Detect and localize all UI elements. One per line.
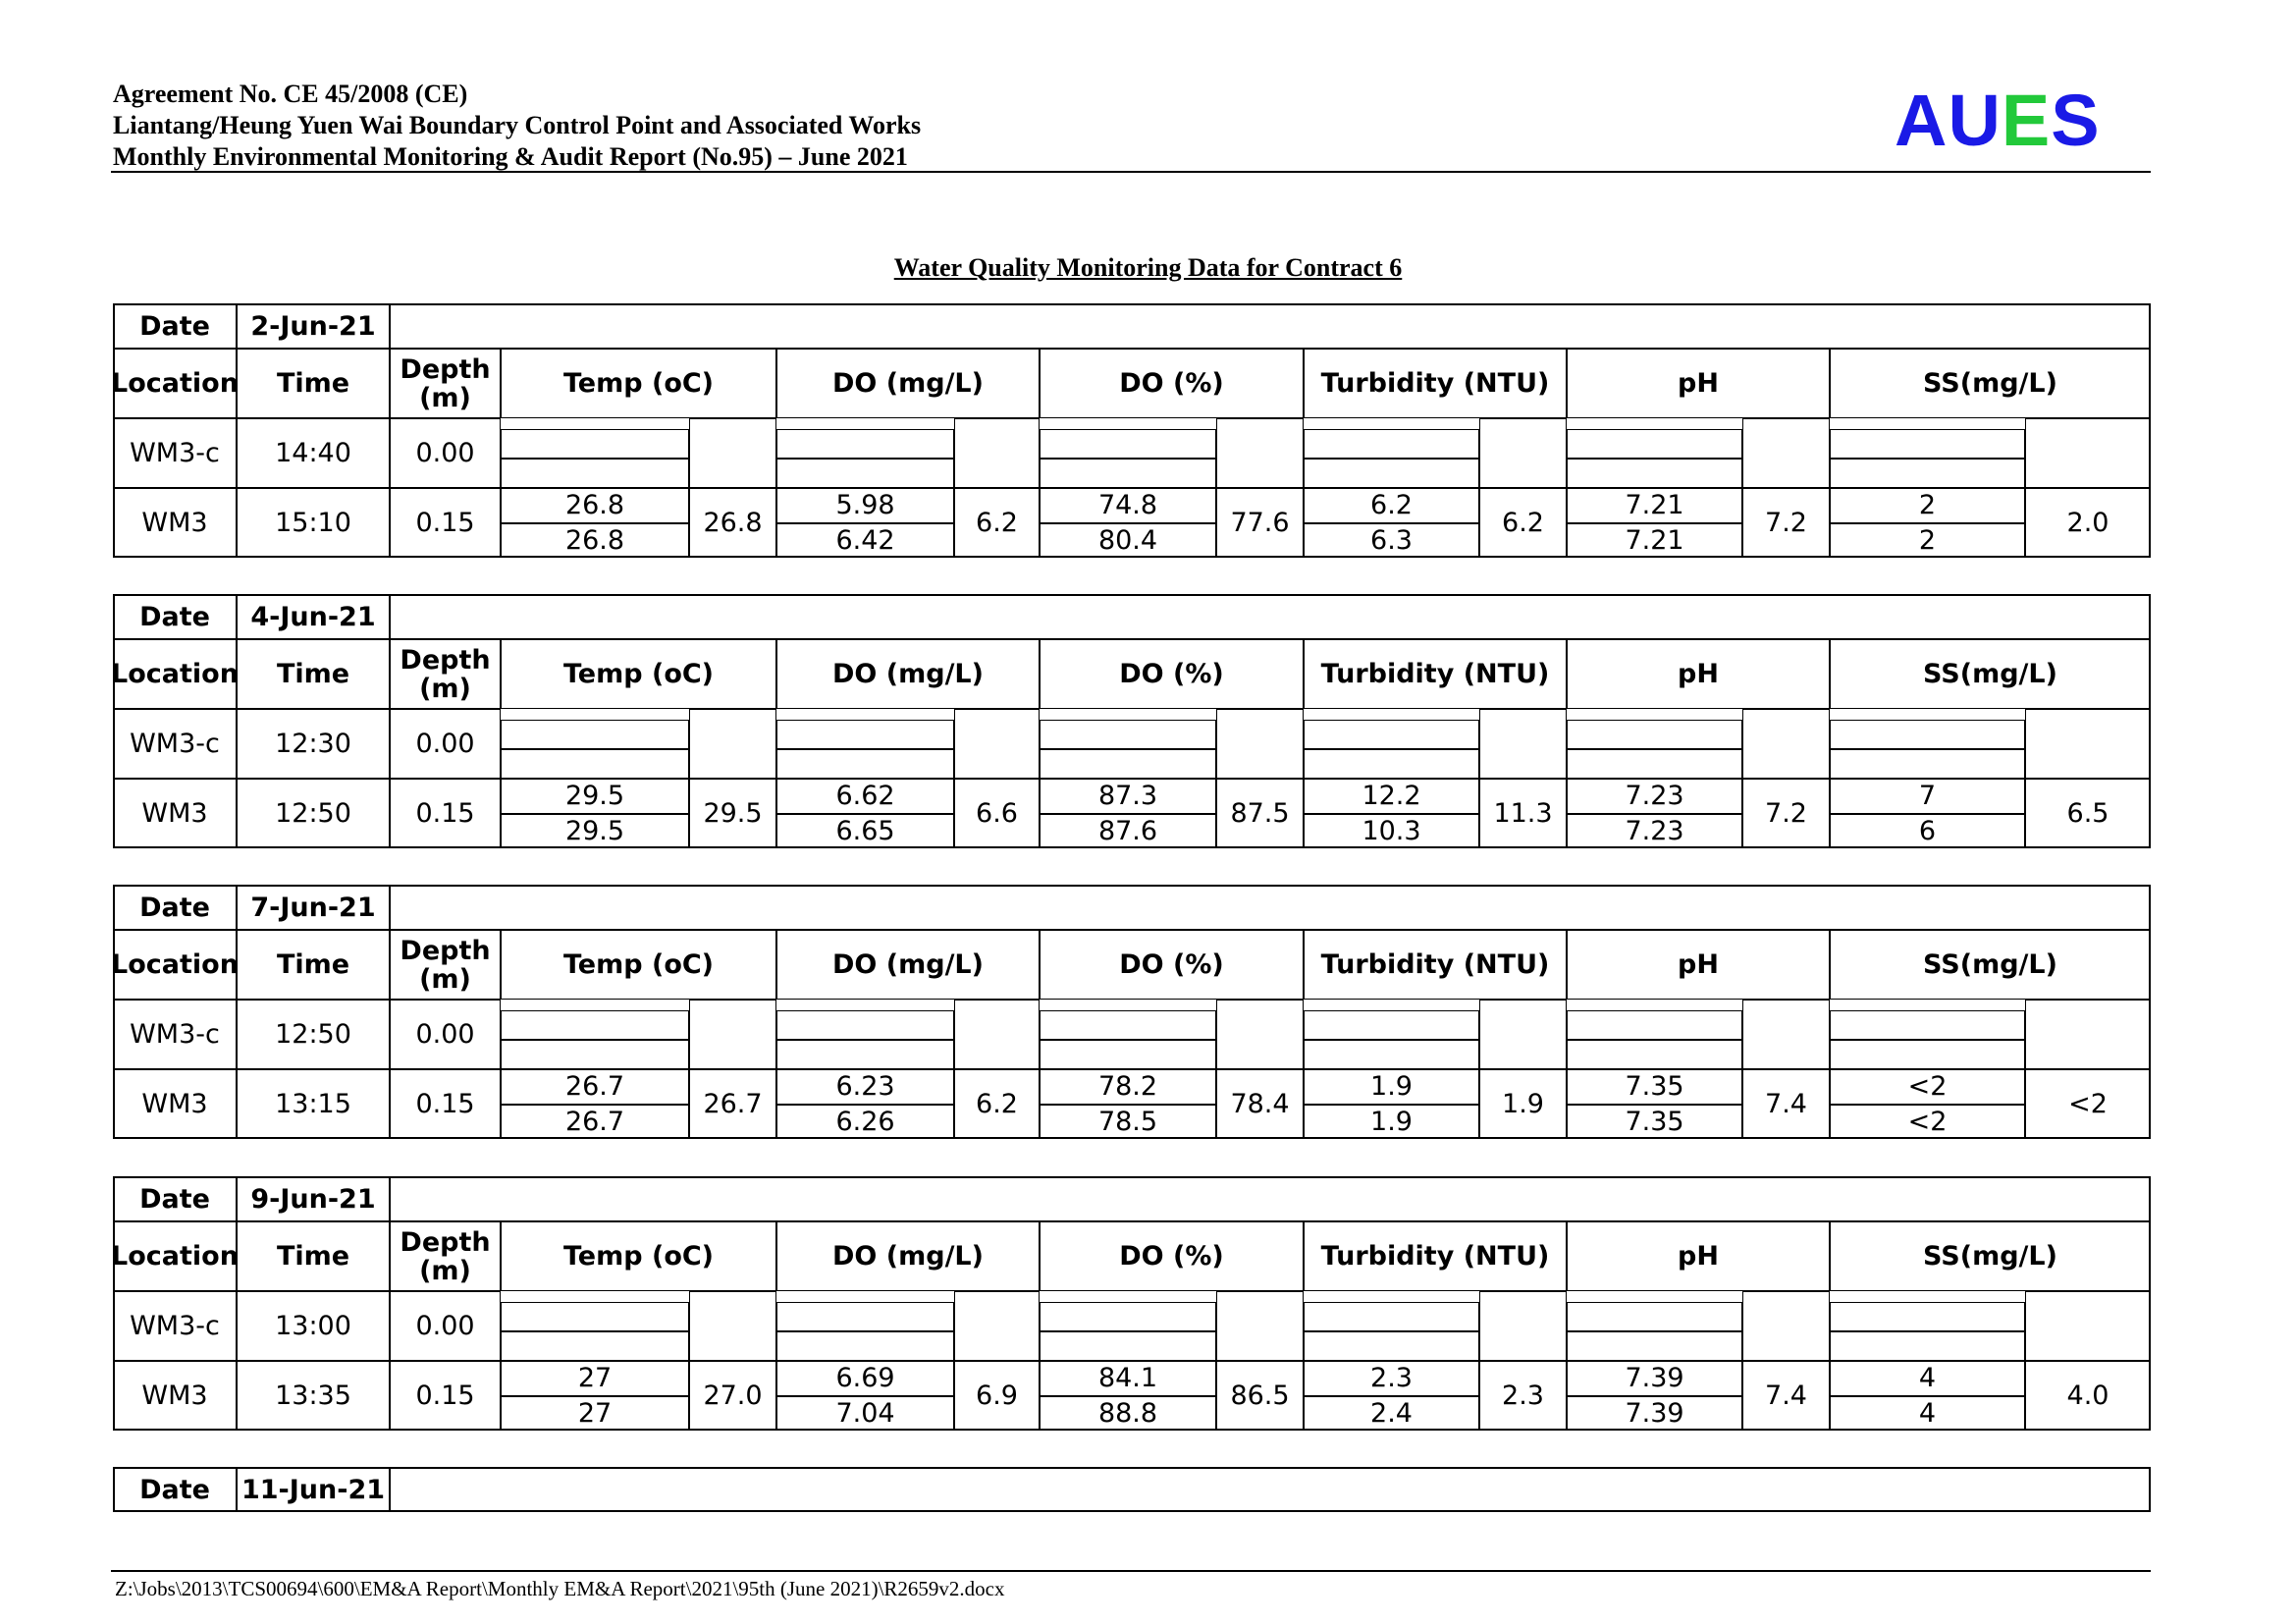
agreement-number: Agreement No. CE 45/2008 (CE) xyxy=(113,80,468,108)
location-cell: WM3-c xyxy=(113,1291,237,1361)
do-pct-reading-1: 87.3 xyxy=(1040,779,1216,814)
date-label: Date xyxy=(113,594,237,639)
do-pct-average xyxy=(1216,1291,1304,1361)
logo-part-s: S xyxy=(2051,80,2101,161)
ph-reading-2: 7.23 xyxy=(1567,814,1742,849)
do-pct-header: DO (%) xyxy=(1040,349,1304,418)
turbidity-average: 2.3 xyxy=(1479,1361,1567,1431)
date-label: Date xyxy=(113,885,237,930)
do-mgl-header: DO (mg/L) xyxy=(776,349,1040,418)
temp-average xyxy=(689,709,776,779)
ph-average xyxy=(1742,1000,1830,1069)
temp-average xyxy=(689,1291,776,1361)
do-mgl-reading-2: 6.42 xyxy=(776,523,954,559)
location-cell: WM3 xyxy=(113,488,237,558)
temp-reading-2: 26.7 xyxy=(501,1105,689,1140)
turbidity-reading-2: 2.4 xyxy=(1304,1396,1479,1432)
date-row-blank xyxy=(390,1176,2151,1221)
ss-average: 2.0 xyxy=(2025,488,2151,558)
do-mgl-reading-1 xyxy=(776,429,954,459)
ss-header: SS(mg/L) xyxy=(1830,1221,2151,1291)
date-value: 2-Jun-21 xyxy=(237,303,390,349)
ss-reading-2 xyxy=(1830,749,2025,779)
time-cell: 15:10 xyxy=(237,488,390,558)
do-mgl-reading-2 xyxy=(776,1040,954,1069)
depth-cell: 0.15 xyxy=(390,1069,501,1139)
ph-reading-1 xyxy=(1567,429,1742,459)
logo-part-au: AU xyxy=(1895,80,2002,161)
temp-reading-2: 29.5 xyxy=(501,814,689,849)
ph-header: pH xyxy=(1567,1221,1830,1291)
do-mgl-reading-1 xyxy=(776,1302,954,1331)
do-mgl-reading-2 xyxy=(776,459,954,488)
ss-reading-2: 6 xyxy=(1830,814,2025,849)
temp-reading-2 xyxy=(501,459,689,488)
do-mgl-average xyxy=(954,1000,1040,1069)
ph-reading-2: 7.35 xyxy=(1567,1105,1742,1140)
date-row-blank xyxy=(390,885,2151,930)
ph-average xyxy=(1742,709,1830,779)
depth-cell: 0.00 xyxy=(390,1291,501,1361)
date-value: 9-Jun-21 xyxy=(237,1176,390,1221)
ph-reading-1: 7.21 xyxy=(1567,488,1742,523)
turbidity-reading-1: 12.2 xyxy=(1304,779,1479,814)
project-name: Liantang/Heung Yuen Wai Boundary Control Point and Associated Works xyxy=(113,111,922,139)
turbidity-average: 6.2 xyxy=(1479,488,1567,558)
temp-average: 29.5 xyxy=(689,779,776,848)
ph-average: 7.2 xyxy=(1742,488,1830,558)
turbidity-header: Turbidity (NTU) xyxy=(1304,1221,1567,1291)
location-header: Location xyxy=(113,639,237,709)
depth-header: Depth (m) xyxy=(390,639,501,709)
location-header: Location xyxy=(113,930,237,1000)
turbidity-average xyxy=(1479,1000,1567,1069)
location-cell: WM3 xyxy=(113,779,237,848)
ph-reading-1 xyxy=(1567,1302,1742,1331)
turbidity-reading-1 xyxy=(1304,1302,1479,1331)
date-row-blank xyxy=(390,594,2151,639)
ss-reading-2 xyxy=(1830,459,2025,488)
temp-average: 26.7 xyxy=(689,1069,776,1139)
do-mgl-header: DO (mg/L) xyxy=(776,639,1040,709)
turbidity-reading-2: 6.3 xyxy=(1304,523,1479,559)
ph-reading-2: 7.21 xyxy=(1567,523,1742,559)
time-cell: 13:00 xyxy=(237,1291,390,1361)
ss-average xyxy=(2025,418,2151,488)
ph-reading-1: 7.35 xyxy=(1567,1069,1742,1105)
location-cell: WM3-c xyxy=(113,418,237,488)
turbidity-reading-2 xyxy=(1304,749,1479,779)
do-mgl-reading-1: 6.62 xyxy=(776,779,954,814)
time-cell: 13:15 xyxy=(237,1069,390,1139)
turbidity-reading-1: 2.3 xyxy=(1304,1361,1479,1396)
ss-average xyxy=(2025,709,2151,779)
do-mgl-average xyxy=(954,709,1040,779)
ss-reading-1 xyxy=(1830,1010,2025,1040)
turbidity-reading-2 xyxy=(1304,1331,1479,1361)
temp-average: 27.0 xyxy=(689,1361,776,1431)
do-pct-reading-2: 88.8 xyxy=(1040,1396,1216,1432)
do-pct-reading-2 xyxy=(1040,1331,1216,1361)
time-cell: 12:50 xyxy=(237,1000,390,1069)
temp-reading-1 xyxy=(501,1010,689,1040)
do-pct-average xyxy=(1216,1000,1304,1069)
do-mgl-reading-1 xyxy=(776,720,954,749)
time-cell: 12:30 xyxy=(237,709,390,779)
ph-header: pH xyxy=(1567,639,1830,709)
date-record-table xyxy=(113,885,2151,1139)
ss-header: SS(mg/L) xyxy=(1830,639,2151,709)
do-pct-average: 78.4 xyxy=(1216,1069,1304,1139)
time-header: Time xyxy=(237,1221,390,1291)
ph-average xyxy=(1742,1291,1830,1361)
ss-reading-1: 4 xyxy=(1830,1361,2025,1396)
turbidity-reading-1: 1.9 xyxy=(1304,1069,1479,1105)
ph-average xyxy=(1742,418,1830,488)
temp-average: 26.8 xyxy=(689,488,776,558)
do-pct-reading-1 xyxy=(1040,1010,1216,1040)
ss-average: <2 xyxy=(2025,1069,2151,1139)
ph-average: 7.4 xyxy=(1742,1069,1830,1139)
do-mgl-average: 6.6 xyxy=(954,779,1040,848)
ph-average: 7.4 xyxy=(1742,1361,1830,1431)
turbidity-reading-2: 1.9 xyxy=(1304,1105,1479,1140)
temp-header: Temp (oC) xyxy=(501,1221,776,1291)
do-mgl-average xyxy=(954,418,1040,488)
depth-cell: 0.15 xyxy=(390,1361,501,1431)
turbidity-header: Turbidity (NTU) xyxy=(1304,349,1567,418)
temp-average xyxy=(689,418,776,488)
ss-reading-2 xyxy=(1830,1040,2025,1069)
do-mgl-reading-1 xyxy=(776,1010,954,1040)
turbidity-reading-2: 10.3 xyxy=(1304,814,1479,849)
temp-header: Temp (oC) xyxy=(501,639,776,709)
time-header: Time xyxy=(237,349,390,418)
ss-reading-1 xyxy=(1830,720,2025,749)
header-divider xyxy=(111,171,2151,173)
ph-header: pH xyxy=(1567,930,1830,1000)
location-cell: WM3 xyxy=(113,1361,237,1431)
ss-reading-1 xyxy=(1830,1302,2025,1331)
ss-reading-2: 2 xyxy=(1830,523,2025,559)
temp-reading-2: 26.8 xyxy=(501,523,689,559)
temp-reading-2 xyxy=(501,1040,689,1069)
time-cell: 13:35 xyxy=(237,1361,390,1431)
location-cell: WM3-c xyxy=(113,1000,237,1069)
ph-reading-2 xyxy=(1567,1331,1742,1361)
turbidity-average xyxy=(1479,418,1567,488)
do-mgl-reading-1: 5.98 xyxy=(776,488,954,523)
temp-header: Temp (oC) xyxy=(501,930,776,1000)
ss-reading-2: <2 xyxy=(1830,1105,2025,1140)
ss-reading-2 xyxy=(1830,1331,2025,1361)
ss-reading-2: 4 xyxy=(1830,1396,2025,1432)
time-cell: 12:50 xyxy=(237,779,390,848)
date-label: Date xyxy=(113,303,237,349)
temp-reading-1: 26.8 xyxy=(501,488,689,523)
do-mgl-reading-2: 7.04 xyxy=(776,1396,954,1432)
ss-reading-1: 2 xyxy=(1830,488,2025,523)
do-pct-average: 77.6 xyxy=(1216,488,1304,558)
do-pct-reading-2 xyxy=(1040,459,1216,488)
ph-reading-1: 7.23 xyxy=(1567,779,1742,814)
date-record-table xyxy=(113,303,2151,558)
turbidity-average xyxy=(1479,709,1567,779)
temp-reading-1: 26.7 xyxy=(501,1069,689,1105)
do-pct-reading-1 xyxy=(1040,720,1216,749)
depth-cell: 0.00 xyxy=(390,1000,501,1069)
depth-header: Depth (m) xyxy=(390,1221,501,1291)
temp-reading-1 xyxy=(501,1302,689,1331)
do-mgl-average: 6.2 xyxy=(954,1069,1040,1139)
turbidity-header: Turbidity (NTU) xyxy=(1304,930,1567,1000)
do-mgl-reading-2 xyxy=(776,749,954,779)
temp-reading-2 xyxy=(501,749,689,779)
ss-average: 6.5 xyxy=(2025,779,2151,848)
report-name: Monthly Environmental Monitoring & Audit Report (No.95) – June 2021 xyxy=(113,142,908,171)
date-value: 7-Jun-21 xyxy=(237,885,390,930)
location-cell: WM3-c xyxy=(113,709,237,779)
do-pct-average: 87.5 xyxy=(1216,779,1304,848)
date-label: Date xyxy=(113,1467,237,1512)
aues-logo xyxy=(1895,79,2101,163)
do-pct-reading-1: 84.1 xyxy=(1040,1361,1216,1396)
do-mgl-reading-2 xyxy=(776,1331,954,1361)
ph-reading-2 xyxy=(1567,459,1742,488)
ss-header: SS(mg/L) xyxy=(1830,349,2151,418)
do-pct-reading-2: 80.4 xyxy=(1040,523,1216,559)
do-mgl-reading-1: 6.23 xyxy=(776,1069,954,1105)
do-pct-reading-2: 87.6 xyxy=(1040,814,1216,849)
depth-header: Depth (m) xyxy=(390,930,501,1000)
turbidity-average: 11.3 xyxy=(1479,779,1567,848)
ss-reading-1 xyxy=(1830,429,2025,459)
page-title: Water Quality Monitoring Data for Contract 6 xyxy=(893,253,1403,282)
do-mgl-header: DO (mg/L) xyxy=(776,930,1040,1000)
ph-reading-1 xyxy=(1567,1010,1742,1040)
temp-reading-1: 27 xyxy=(501,1361,689,1396)
do-pct-header: DO (%) xyxy=(1040,639,1304,709)
turbidity-reading-2 xyxy=(1304,459,1479,488)
depth-cell: 0.00 xyxy=(390,418,501,488)
location-header: Location xyxy=(113,349,237,418)
do-pct-reading-2 xyxy=(1040,749,1216,779)
do-pct-header: DO (%) xyxy=(1040,1221,1304,1291)
do-pct-header: DO (%) xyxy=(1040,930,1304,1000)
location-header: Location xyxy=(113,1221,237,1291)
date-row-blank xyxy=(390,303,2151,349)
temp-reading-1 xyxy=(501,429,689,459)
temp-reading-2: 27 xyxy=(501,1396,689,1432)
turbidity-average xyxy=(1479,1291,1567,1361)
date-record-table xyxy=(113,1467,2151,1512)
turbidity-reading-1 xyxy=(1304,1010,1479,1040)
do-pct-average xyxy=(1216,418,1304,488)
depth-cell: 0.15 xyxy=(390,779,501,848)
ph-average: 7.2 xyxy=(1742,779,1830,848)
file-path-footer: Z:\Jobs\2013\TCS00694\600\EM&A Report\Monthly EM&A Report\2021\95th (June 2021)\R2659v2.docx xyxy=(115,1577,1005,1600)
do-mgl-reading-2: 6.26 xyxy=(776,1105,954,1140)
date-record-table xyxy=(113,1176,2151,1431)
do-mgl-header: DO (mg/L) xyxy=(776,1221,1040,1291)
temp-reading-1: 29.5 xyxy=(501,779,689,814)
do-pct-reading-1 xyxy=(1040,429,1216,459)
do-pct-average: 86.5 xyxy=(1216,1361,1304,1431)
document-header xyxy=(113,79,2151,173)
ph-reading-2: 7.39 xyxy=(1567,1396,1742,1432)
ss-reading-1: 7 xyxy=(1830,779,2025,814)
ss-header: SS(mg/L) xyxy=(1830,930,2151,1000)
do-mgl-reading-1: 6.69 xyxy=(776,1361,954,1396)
turbidity-reading-1 xyxy=(1304,429,1479,459)
do-mgl-average: 6.9 xyxy=(954,1361,1040,1431)
date-record-table xyxy=(113,594,2151,848)
depth-cell: 0.15 xyxy=(390,488,501,558)
ph-reading-1: 7.39 xyxy=(1567,1361,1742,1396)
ss-reading-1: <2 xyxy=(1830,1069,2025,1105)
do-pct-reading-1: 74.8 xyxy=(1040,488,1216,523)
footer-divider xyxy=(111,1570,2151,1572)
do-mgl-reading-2: 6.65 xyxy=(776,814,954,849)
depth-header: Depth (m) xyxy=(390,349,501,418)
do-pct-reading-1: 78.2 xyxy=(1040,1069,1216,1105)
temp-header: Temp (oC) xyxy=(501,349,776,418)
turbidity-reading-1 xyxy=(1304,720,1479,749)
time-header: Time xyxy=(237,639,390,709)
turbidity-header: Turbidity (NTU) xyxy=(1304,639,1567,709)
logo-part-e: E xyxy=(2001,80,2052,161)
date-value: 4-Jun-21 xyxy=(237,594,390,639)
date-label: Date xyxy=(113,1176,237,1221)
ss-average: 4.0 xyxy=(2025,1361,2151,1431)
ss-average xyxy=(2025,1291,2151,1361)
date-value: 11-Jun-21 xyxy=(237,1467,390,1512)
temp-reading-1 xyxy=(501,720,689,749)
do-pct-reading-2: 78.5 xyxy=(1040,1105,1216,1140)
ph-reading-1 xyxy=(1567,720,1742,749)
time-cell: 14:40 xyxy=(237,418,390,488)
ph-header: pH xyxy=(1567,349,1830,418)
temp-average xyxy=(689,1000,776,1069)
do-mgl-average xyxy=(954,1291,1040,1361)
ss-average xyxy=(2025,1000,2151,1069)
date-row-blank xyxy=(390,1467,2151,1512)
ph-reading-2 xyxy=(1567,1040,1742,1069)
turbidity-average: 1.9 xyxy=(1479,1069,1567,1139)
depth-cell: 0.00 xyxy=(390,709,501,779)
time-header: Time xyxy=(237,930,390,1000)
location-cell: WM3 xyxy=(113,1069,237,1139)
do-pct-reading-2 xyxy=(1040,1040,1216,1069)
turbidity-reading-1: 6.2 xyxy=(1304,488,1479,523)
temp-reading-2 xyxy=(501,1331,689,1361)
turbidity-reading-2 xyxy=(1304,1040,1479,1069)
ph-reading-2 xyxy=(1567,749,1742,779)
do-pct-reading-1 xyxy=(1040,1302,1216,1331)
do-mgl-average: 6.2 xyxy=(954,488,1040,558)
do-pct-average xyxy=(1216,709,1304,779)
